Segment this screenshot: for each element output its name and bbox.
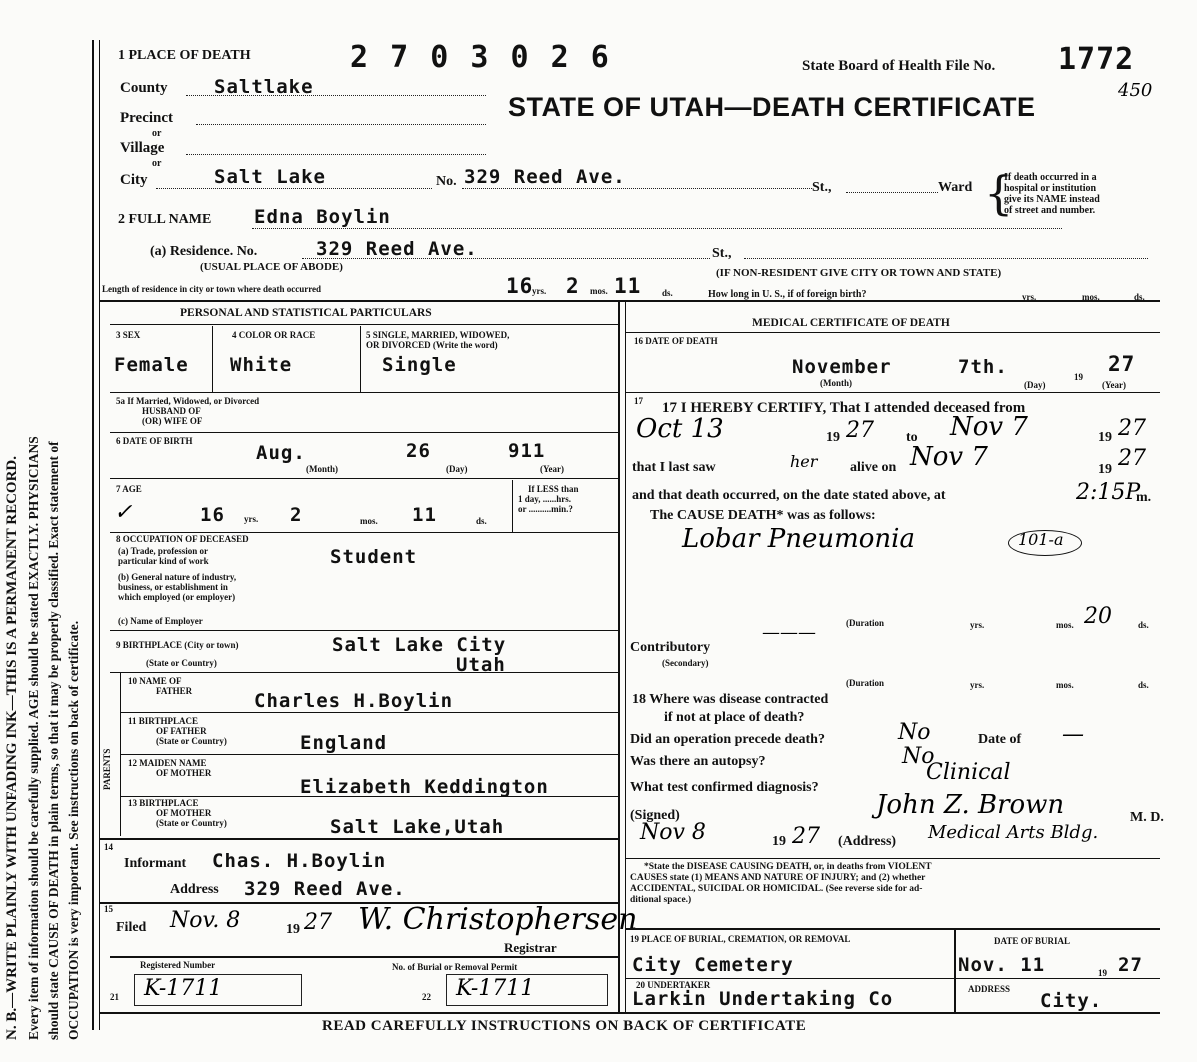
length-yrs-label: yrs. bbox=[532, 286, 547, 296]
length-ds: 11 bbox=[614, 274, 642, 298]
how-long-yrs: yrs. bbox=[1022, 292, 1037, 302]
informant-value: Chas. H.Boylin bbox=[212, 850, 387, 872]
last-saw-label: that I last saw bbox=[632, 460, 716, 475]
death-day-label: (Day) bbox=[1024, 380, 1046, 390]
registered-number-label: Registered Number bbox=[140, 960, 216, 970]
death-year-prefix: 19 bbox=[1074, 372, 1083, 382]
sex-box-divider bbox=[212, 326, 213, 392]
dob-day-label: (Day) bbox=[446, 464, 468, 474]
full-name-label: 2 FULL NAME bbox=[118, 212, 212, 227]
time-m-label: m. bbox=[1136, 490, 1152, 505]
place-of-death-label: 1 PLACE OF DEATH bbox=[118, 48, 251, 63]
dob-year: 911 bbox=[508, 440, 546, 462]
dob-label: 6 DATE OF BIRTH bbox=[116, 436, 193, 446]
employer-label: (c) Name of Employer bbox=[118, 616, 203, 626]
contributory-dash: ——— bbox=[762, 622, 816, 643]
from-year-prefix: 19 bbox=[826, 430, 840, 445]
duration-mos-2: mos. bbox=[1056, 680, 1074, 690]
footer-instructions: READ CAREFULLY INSTRUCTIONS ON BACK OF CERTIFICATE bbox=[322, 1018, 807, 1034]
street-no-label: No. bbox=[436, 174, 457, 189]
dob-year-label: (Year) bbox=[540, 464, 564, 474]
operation-date: — bbox=[1062, 722, 1084, 747]
how-long-mos: mos. bbox=[1082, 292, 1100, 302]
personal-rule-8 bbox=[100, 838, 618, 840]
occupation-value: Student bbox=[330, 546, 418, 568]
personal-rule-5 bbox=[110, 532, 618, 533]
registrar-signature: W. Christophersen bbox=[358, 902, 638, 937]
operation-label: Did an operation precede death? bbox=[630, 732, 825, 747]
to-label: to bbox=[906, 430, 918, 445]
certify-label: 17 I HEREBY CERTIFY, That I attended deceased from bbox=[662, 400, 1026, 416]
alive-year: 27 bbox=[1118, 446, 1146, 471]
frame-left-inner bbox=[99, 40, 100, 1030]
birthplace-label: 9 BIRTHPLACE (City or town) bbox=[116, 640, 239, 650]
or-label-1: or bbox=[152, 128, 162, 139]
death-year-label: (Year) bbox=[1102, 380, 1126, 390]
cause-code: 101-a bbox=[1018, 530, 1064, 549]
city-line bbox=[156, 188, 432, 189]
medical-rule-2 bbox=[626, 392, 1160, 393]
burial-address-label: ADDRESS bbox=[968, 984, 1011, 994]
mother-name: Elizabeth Keddington bbox=[300, 776, 549, 798]
personal-section-header: PERSONAL AND STATISTICAL PARTICULARS bbox=[180, 307, 432, 319]
village-line bbox=[186, 154, 486, 155]
duration-yrs-1: yrs. bbox=[970, 620, 985, 630]
death-month-label: (Month) bbox=[820, 378, 852, 388]
time-of-death: 2:15P bbox=[1076, 480, 1141, 505]
burial-place: City Cemetery bbox=[632, 954, 794, 976]
burial-year-prefix: 19 bbox=[1098, 968, 1107, 978]
street-st-label: St., bbox=[812, 180, 832, 195]
non-resident-label: (IF NON-RESIDENT GIVE CITY OR TOWN AND STATE) bbox=[716, 267, 1002, 279]
parents-rule-2 bbox=[120, 754, 618, 755]
full-name-value: Edna Boylin bbox=[254, 206, 391, 228]
date-of-death-label: 16 DATE OF DEATH bbox=[634, 336, 718, 346]
burial-permit-label: No. of Burial or Removal Permit bbox=[392, 962, 518, 972]
marital-label: 5 SINGLE, MARRIED, WIDOWED, OR DIVORCED (Write the word) bbox=[366, 330, 510, 350]
attended-to: Nov 7 bbox=[950, 412, 1028, 442]
sex-value: Female bbox=[114, 354, 189, 376]
usual-abode-label: (USUAL PLACE OF ABODE) bbox=[200, 261, 343, 273]
dob-day: 26 bbox=[406, 440, 431, 462]
birthplace-state: Utah bbox=[456, 654, 506, 676]
residence-label: (a) Residence. No. bbox=[150, 244, 258, 259]
or-label-2: or bbox=[152, 158, 162, 169]
from-year: 27 bbox=[846, 418, 874, 443]
personal-rule-6 bbox=[110, 630, 618, 631]
how-long-ds: ds. bbox=[1134, 292, 1145, 302]
age-ds-label: ds. bbox=[476, 516, 487, 526]
personal-rule-1 bbox=[110, 324, 618, 325]
death-year: 27 bbox=[1108, 352, 1136, 376]
signed-label: (Signed) bbox=[630, 808, 680, 823]
undertaker-label: 20 UNDERTAKER bbox=[636, 980, 711, 990]
burial-address: City. bbox=[1040, 990, 1103, 1012]
q18-label-2: if not at place of death? bbox=[664, 710, 805, 725]
alive-on: Nov 7 bbox=[910, 442, 988, 472]
city-value: Salt Lake bbox=[214, 166, 326, 188]
certificate-number: 2 7 0 3 0 2 6 bbox=[350, 40, 611, 75]
age-check: ✓ bbox=[114, 500, 133, 525]
informant-address: 329 Reed Ave. bbox=[244, 878, 406, 900]
hospital-brace: { bbox=[984, 166, 1014, 220]
mother-birthplace: Salt Lake,Utah bbox=[330, 816, 505, 838]
attended-from: Oct 13 bbox=[636, 414, 724, 444]
burial-permit-number: K-1711 bbox=[456, 976, 535, 1001]
residence-value: 329 Reed Ave. bbox=[316, 238, 478, 260]
how-long-in-us-label: How long in U. S., if of foreign birth? bbox=[708, 289, 867, 300]
father-name-label: 10 NAME OF FATHER bbox=[128, 676, 193, 696]
village-label: Village bbox=[120, 140, 165, 156]
footnote: *State the DISEASE CAUSING DEATH, or, in deaths from VIOLENT CAUSES state (1) MEANS AND NATURE OF INJURY; and (2) whether ACCIDENTAL, SUICIDAL OR HOMICIDAL. (See reverse side for ad- ditional space.) bbox=[630, 862, 932, 905]
birthplace-city: Salt Lake City bbox=[332, 634, 507, 656]
informant-label: Informant bbox=[124, 856, 187, 871]
secondary-label: (Secondary) bbox=[662, 658, 709, 668]
burial-date-label: DATE OF BURIAL bbox=[994, 936, 1071, 946]
duration-ds-1: ds. bbox=[1138, 620, 1149, 630]
death-occurred-label: and that death occurred, on the date stated above, at bbox=[632, 488, 946, 503]
color-race-value: White bbox=[230, 354, 293, 376]
alive-on-label: alive on bbox=[850, 460, 897, 475]
personal-rule-3 bbox=[110, 432, 618, 433]
father-birthplace: England bbox=[300, 732, 388, 754]
occupation-b-label: (b) General nature of industry, business, or establishment in which employed (or employer) bbox=[118, 572, 237, 602]
length-yrs: 16 bbox=[506, 274, 534, 298]
filed-year: 27 bbox=[304, 910, 332, 935]
precinct-line bbox=[196, 124, 486, 125]
item-15-label: 15 bbox=[104, 904, 113, 914]
dob-month: Aug. bbox=[256, 442, 306, 464]
state-file-number: 1772 bbox=[1058, 42, 1135, 77]
age-yrs: 16 bbox=[200, 504, 225, 526]
frame-left-outer bbox=[92, 40, 94, 1030]
full-name-line bbox=[252, 228, 1062, 229]
county-value: Saltlake bbox=[214, 76, 314, 98]
contributory-label: Contributory bbox=[630, 640, 711, 655]
duration-yrs-2: yrs. bbox=[970, 680, 985, 690]
sex-label: 3 SEX bbox=[116, 330, 141, 340]
rule-above-sections bbox=[100, 300, 1160, 302]
death-day: 7th. bbox=[958, 356, 1008, 378]
filed-year-prefix: 19 bbox=[286, 922, 300, 937]
father-birthplace-label: 11 BIRTHPLACE OF FATHER (State or Country) bbox=[128, 716, 227, 746]
medical-rule-5 bbox=[626, 978, 954, 979]
q18-label: 18 Where was disease contracted bbox=[632, 692, 829, 707]
occupation-label: 8 OCCUPATION OF DECEASED bbox=[116, 534, 249, 544]
reg-no-prefix: 21 bbox=[110, 992, 119, 1002]
burial-date: Nov. 11 bbox=[958, 954, 1046, 976]
parents-rule-1 bbox=[120, 712, 618, 713]
informant-address-label: Address bbox=[170, 882, 219, 897]
parents-rule-3 bbox=[120, 796, 618, 797]
medical-rule-3 bbox=[626, 858, 1160, 859]
filed-date: Nov. 8 bbox=[170, 908, 241, 933]
duration-mos-1: mos. bbox=[1056, 620, 1074, 630]
ward-label: Ward bbox=[938, 180, 973, 195]
duration-mos-value: 20 bbox=[1084, 604, 1112, 629]
personal-rule-7 bbox=[110, 672, 618, 673]
date-of-label: Date of bbox=[978, 732, 1022, 747]
to-year-prefix: 19 bbox=[1098, 430, 1112, 445]
burial-divider bbox=[954, 928, 956, 1012]
burial-place-label: 19 PLACE OF BURIAL, CREMATION, OR REMOVAL bbox=[630, 934, 851, 944]
residence-line-2 bbox=[744, 258, 1148, 259]
city-label: City bbox=[120, 172, 148, 188]
registered-number: K-1711 bbox=[144, 976, 223, 1001]
father-name: Charles H.Boylin bbox=[254, 690, 454, 712]
age-ds: 11 bbox=[412, 504, 437, 526]
test-value: Clinical bbox=[926, 760, 1011, 785]
medical-rule-4 bbox=[626, 928, 1160, 930]
personal-rule-2 bbox=[110, 392, 618, 393]
mother-name-label: 12 MAIDEN NAME OF MOTHER bbox=[128, 758, 212, 778]
sidebar-line-3: should state CAUSE OF DEATH in plain terms, so that it may be properly classified. Exact statement of bbox=[46, 441, 61, 1040]
sidebar-line-1: N. B.—WRITE PLAINLY WITH UNFADING INK—THIS IS A PERMANENT RECORD. bbox=[4, 456, 20, 1040]
race-box-divider bbox=[360, 326, 361, 392]
autopsy-label: Was there an autopsy? bbox=[630, 754, 766, 769]
alive-year-prefix: 19 bbox=[1098, 462, 1112, 477]
hospital-note: If death occurred in a hospital or institution give its NAME instead of street and number. bbox=[1004, 172, 1100, 216]
medical-section-header: MEDICAL CERTIFICATE OF DEATH bbox=[752, 317, 950, 329]
age-mos-label: mos. bbox=[360, 516, 378, 526]
sidebar-line-4: OCCUPATION is very important. See instructions on back of certificate. bbox=[66, 620, 81, 1040]
parents-vertical-label: PARENTS bbox=[102, 748, 112, 790]
filed-label: Filed bbox=[116, 920, 147, 935]
personal-rule-10 bbox=[110, 956, 618, 958]
age-yrs-label: yrs. bbox=[244, 514, 259, 524]
age-mos: 2 bbox=[290, 504, 303, 526]
county-label: County bbox=[120, 80, 168, 96]
medical-rule-1 bbox=[626, 332, 1160, 333]
rule-bottom bbox=[100, 1012, 1160, 1014]
sign-address: Medical Arts Bldg. bbox=[928, 822, 1099, 843]
length-mos-label: mos. bbox=[590, 286, 608, 296]
md-label: M. D. bbox=[1130, 810, 1164, 825]
undertaker: Larkin Undertaking Co bbox=[632, 988, 894, 1010]
less-than-divider bbox=[512, 480, 513, 532]
burial-year: 27 bbox=[1118, 954, 1143, 976]
death-month: November bbox=[792, 356, 892, 378]
length-ds-label: ds. bbox=[662, 288, 673, 298]
length-of-residence-label: Length of residence in city or town where death occurred bbox=[102, 284, 322, 294]
color-race-label: 4 COLOR OR RACE bbox=[232, 330, 316, 340]
personal-rule-4 bbox=[110, 478, 618, 479]
cause-label: The CAUSE DEATH* was as follows: bbox=[650, 508, 876, 523]
birthplace-state-label: (State or Country) bbox=[146, 658, 217, 668]
last-saw-her: her bbox=[790, 452, 818, 471]
ward-line bbox=[846, 192, 938, 193]
length-mos: 2 bbox=[566, 274, 580, 298]
occupation-a-label: (a) Trade, profession or particular kind of work bbox=[118, 546, 209, 566]
cause-of-death: Lobar Pneumonia bbox=[682, 524, 915, 554]
sign-year-prefix: 19 bbox=[772, 834, 786, 849]
less-than-day-label: If LESS than 1 day, ......hrs. or ..........min.? bbox=[518, 484, 579, 514]
permit-prefix: 22 bbox=[422, 992, 431, 1002]
state-board-label: State Board of Health File No. bbox=[802, 58, 996, 74]
autopsy-value: No bbox=[902, 744, 935, 769]
duration-label-2: (Duration bbox=[846, 678, 884, 688]
sign-date: Nov 8 bbox=[640, 820, 706, 845]
duration-label-1: (Duration bbox=[846, 618, 884, 628]
dob-month-label: (Month) bbox=[306, 464, 338, 474]
medical-rule-6 bbox=[954, 978, 1160, 979]
residence-st-label: St., bbox=[712, 246, 732, 261]
certificate-title: STATE OF UTAH—DEATH CERTIFICATE bbox=[508, 92, 1036, 122]
physician-signature: John Z. Brown bbox=[876, 790, 1065, 820]
state-file-sub-number: 450 bbox=[1118, 80, 1153, 101]
age-label: 7 AGE bbox=[116, 484, 142, 494]
sidebar-line-2: Every item of information should be carefully supplied. AGE should be stated EXACTLY. PHYSICIANS bbox=[26, 436, 41, 1040]
sign-year: 27 bbox=[792, 824, 820, 849]
item-17-number: 17 bbox=[634, 396, 643, 406]
mother-birthplace-label: 13 BIRTHPLACE OF MOTHER (State or Country) bbox=[128, 798, 227, 828]
duration-ds-2: ds. bbox=[1138, 680, 1149, 690]
street-value: 329 Reed Ave. bbox=[464, 166, 626, 188]
operation-value: No bbox=[898, 720, 931, 745]
test-label: What test confirmed diagnosis? bbox=[630, 780, 819, 795]
street-line bbox=[462, 188, 812, 189]
precinct-label: Precinct bbox=[120, 110, 174, 126]
sign-address-label: (Address) bbox=[838, 834, 897, 849]
spouse-label: 5a If Married, Widowed, or Divorced HUSBAND OF (OR) WIFE OF bbox=[116, 396, 260, 426]
marital-value: Single bbox=[382, 354, 457, 376]
registrar-label: Registrar bbox=[504, 940, 557, 955]
to-year: 27 bbox=[1118, 416, 1146, 441]
item-14-label: 14 bbox=[104, 842, 113, 852]
